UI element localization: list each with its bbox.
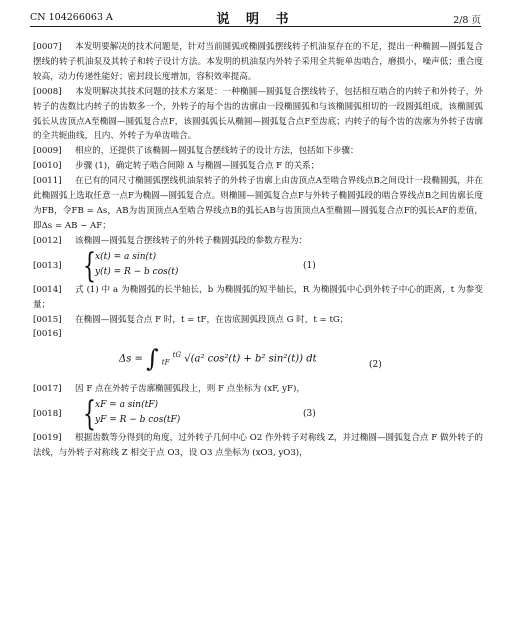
integrand: √(a² cos²(t) + b² sin²(t)) dt (184, 353, 317, 365)
document-body (33, 40, 483, 461)
paragraph-0009 (33, 144, 483, 159)
paragraph-number: [0015] (33, 314, 62, 325)
paragraph-0010 (33, 159, 483, 174)
integral-upper-limit: tG (172, 351, 182, 360)
paragraph-number: [0019] (33, 433, 62, 444)
paragraph-number: [0008] (33, 86, 62, 97)
paragraph-text: 步骤 (1)，确定转子啮合间隙 Δ 与椭圆—圆弧复合点 F 的关系； (75, 161, 320, 172)
equation-row-x: x(t) = a sin(t) (95, 251, 157, 262)
paragraph-0008 (33, 85, 483, 145)
paragraph-number: [0017] (33, 384, 62, 395)
equation-row-y: yF = R − b cos(tF) (95, 415, 181, 426)
paragraph-text: 相应的，还提供了该椭圆—圆弧复合摆线转子的设计方法，包括如下步骤： (75, 146, 359, 157)
paragraph-number: [0010] (33, 161, 62, 172)
integral-expression (119, 344, 317, 373)
paragraph-text: 本发明解决其技术问题的技术方案是：一种椭圆—圆弧复合摆线转子，包括相互啮合的内转子和外转子，外转子的齿数比内转子的齿数多一个，外转子的每个齿的齿廓由一段椭圆弧和与该椭圆弧相切的一段圆弧组成，该椭圆弧弧长从齿顶点A至椭圆—圆弧复合点F，该圆弧弧长从椭圆—圆弧复合点F至齿底；内转子的每个齿的齿廓为外转子齿廓的全共轭曲线，且内、外转子为单齿啮合。 (33, 86, 483, 142)
paragraph-number: [0012] (33, 235, 62, 246)
paragraph-number: [0013] (33, 260, 62, 271)
paragraph-0019 (33, 431, 483, 461)
brace-symbol: { (83, 394, 96, 435)
equation-row-y: y(t) = R − b cos(t) (95, 266, 179, 277)
paragraph-0011 (33, 174, 483, 234)
integral-sign: ∫ (146, 344, 159, 373)
paragraph-text: 根据齿数等分得到的角度，过外转子几何中心 O2 作外转子对称线 Z，并过椭圆—圆弧复合点 F 做外转子的法线，与外转子对称线 Z 相交于点 O3，设 O3 点坐标为 (xO3, yO3)， (33, 433, 483, 459)
brace-symbol: { (83, 245, 96, 286)
paragraph-number: [0011] (33, 176, 62, 187)
integral-lower-limit: tF (161, 358, 170, 367)
paragraph-0007 (33, 40, 483, 85)
paragraph-number: [0007] (33, 42, 62, 52)
equation-3 (33, 394, 483, 435)
equation-2 (33, 342, 483, 382)
paragraph-number: [0016] (33, 329, 62, 340)
paragraph-text: 式 (1) 中 a 为椭圆弧的长半轴长，b 为椭圆弧的短半轴长，R 为椭圆弧中心到外转子中心的距离，t 为参变量； (33, 284, 483, 310)
paragraph-number: [0009] (33, 146, 62, 157)
paragraph-text: 在椭圆—圆弧复合点 F 时，t = tF，在齿底圆弧段顶点 G 时，t = tG； (75, 314, 349, 325)
paragraph-0017 (33, 382, 483, 397)
page-indicator: 2/8 页 (453, 15, 481, 26)
paragraph-text: 本发明要解决的技术问题是，针对当前圆弧或椭圆弧摆线转子机油泵存在的不足，提出一种椭圆—圆弧复合摆线的转子机油泵及其转子和转子设计方法。本发明的机油泵内外转子采用全共轭单齿啮合，磨损小，噪声低；重合度较高，动力传递性能好；密封段长度增加，容积效率提高。 (33, 42, 483, 82)
paragraph-0014 (33, 283, 483, 313)
equation-number: (3) (303, 409, 316, 420)
paragraph-number: [0018] (33, 409, 62, 420)
arc-length-symbol: Δs = (119, 353, 147, 365)
equation-rows (95, 250, 178, 280)
paragraph-text: 在已有的同尺寸椭圆弧摆线机油泵转子的外转子齿廓上由齿顶点A至啮合界线点B之间设计一段椭圆弧，并在此椭圆弧上选取任意一点F为椭圆—圆弧复合点。则椭圆—圆弧复合点F与外转子椭圆弧段的啮合界线点B之间齿廓长度为FB，令FB = Δs，AB为齿顶顶点A至啮合界线点B的弧长AB与齿顶顶点A至椭圆—圆弧复合点F的弧长AF的差值，即Δs = AB − AF； (33, 176, 483, 231)
document-title: 说 明 书 (216, 12, 295, 27)
equation-row-x: xF = a sin(tF) (95, 400, 158, 411)
equation-number: (2) (369, 360, 382, 371)
paragraph-0015 (33, 313, 483, 328)
paragraph-number: [0014] (33, 284, 62, 295)
equation-rows (95, 398, 180, 428)
page-header (30, 8, 481, 27)
equation-number: (1) (303, 260, 316, 271)
equation-1 (33, 245, 483, 286)
patent-number: CN 104266063 A (30, 12, 113, 23)
paragraph-text: 该椭圆—圆弧复合摆线转子的外转子椭圆弧段的参数方程为： (75, 235, 308, 246)
paragraph-0016 (33, 327, 483, 342)
paragraph-0012 (33, 234, 483, 249)
paragraph-text: 因 F 点在外转子齿廓椭圆弧段上，则 F 点坐标为 (xF, yF)， (75, 384, 305, 395)
